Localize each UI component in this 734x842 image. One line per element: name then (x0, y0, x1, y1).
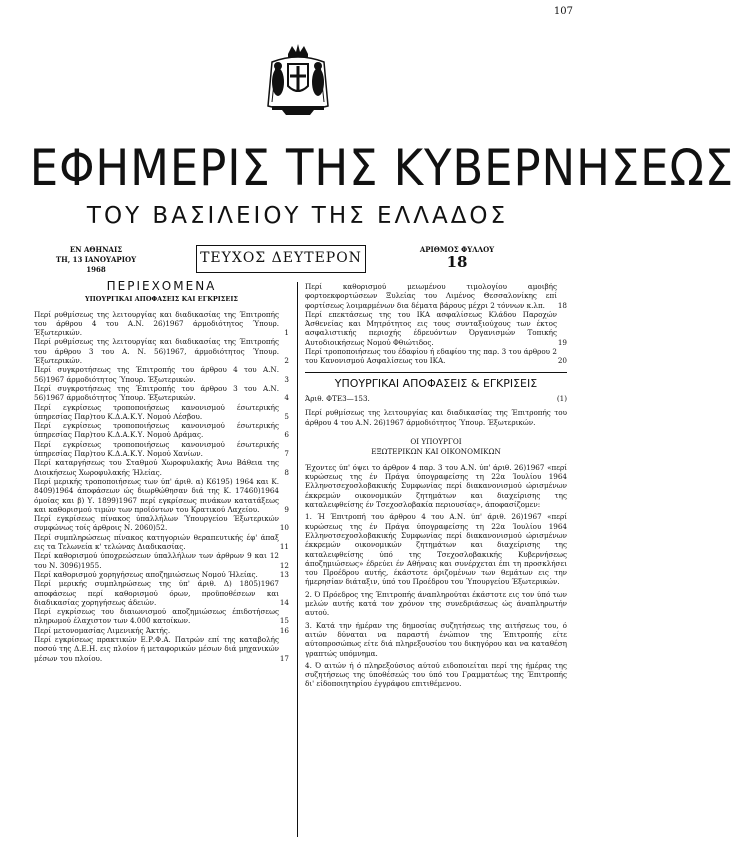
contents-entry-text: Περί μερικής συμπληρώσεως της ύπ' άριθ. Δ) 1805)1967 αποφάσεως περί καθορισμού όρων, προϋποθέσεων και διαδικασίας χορηγήσεως άδειών. (34, 579, 279, 607)
issue-label: ΤΕΥΧΟΣ ΔΕΥΤΕΡΟΝ (200, 250, 362, 266)
contents-entry-page: 15 (279, 616, 289, 626)
contents-entry (34, 579, 289, 607)
contents-entry-page: 1 (284, 328, 289, 338)
contents-entry (34, 337, 289, 365)
decision-paragraph: 2. Ό Πρόεδρος της Έπιτροπής άναπληρούται έκάστοτε εις τον ύπό των μελών αυτής κατά τον χρόνον της συνεδριάσεως ώς άναπληρωτήν αυτού. (305, 589, 567, 618)
contents-entry-text: Περί ρυθμίσεως της λειτουργίας και διαδικασίας της Έπιτροπής του άρθρου 3 του Α. Ν. 56)1967, άρμοδιότητος Ύπουρ. Έξωτερικών. (34, 337, 279, 366)
contents-entry (34, 310, 289, 338)
contents-entry (305, 282, 567, 310)
royal-coat-of-arms-icon (258, 44, 338, 116)
decision-paragraph: 4. Ό αιτών ή ό πληρεξούσιος αύτού ειδοποιείται περί της ήμέρας της συζητήσεως της ύποθέσεώς του ύπό του Γραμματέως της Έπιτροπής δι' είδοποιητηρίου έγγράφου επιτιθέμενου. (305, 660, 567, 689)
contents-entry-text: Περί συγκροτήσεως της Έπιτροπής του άρθρου 4 του Α.Ν. 56)1967 άρμοδιότητος Ύπουρ. Έξωτερικών. (34, 365, 279, 384)
decision-reference (305, 394, 567, 403)
decisions-heading: ΥΠΟΥΡΓΙΚΑΙ ΑΠΟΦΑΣΕΙΣ & ΕΓΚΡΙΣΕΙΣ (334, 376, 538, 390)
decision-body (305, 463, 567, 689)
contents-entry-text: Περί εγκρίσεως τροποποιήσεως κανονισμού έσωτερικής ύπηρεσίας Παρ)του Κ.Δ.Α.Κ.Υ. Νομού Δράμας. (34, 421, 279, 440)
gazette-title: ΕΦΗΜΕΡΙΣ ΤΗΣ ΚΥΒΕΡΝΗΣΕΩΣ (29, 139, 734, 197)
contents-entry-text: Περί εγκρίσεως πίνακος ύπαλλήλων Ύπουργείου Έξωτερικών συμφώνως τοίς άρθροις Ν. 2060)52. (34, 514, 279, 533)
contents-entry-text: Περί επεκτάσεως της του ΙΚΑ ασφαλίσεως Κλάδου Παροχών Άσθενείας και Μητρότητος εις τους συνταξιούχους των έκτος ασφαλιστικής περιοχής έδρευόντων Όργανισμών Τοπικής Αυτοδιοικήσεως Νομού Φθιώτιδος. (305, 309, 557, 347)
contents-entry-text: Περί τροποποιήσεως του έδαφίου ή εδαφίου της παρ. 3 του άρθρου 2 του Κανονισμού Ασφαλίσεως του ΙΚΑ. (305, 347, 557, 366)
contents-entry-page: 12 (279, 560, 289, 570)
contents-entry-text: Περί εγκρίσεως τροποποιήσεως κανονισμού έσωτερικής ύπηρεσίας Παρ)του Κ.Δ.Α.Κ.Υ. Νομού Λέσβου. (34, 402, 279, 421)
contents-entry-text: Περί εγκρίσεως τροποποιήσεως κανονισμού έσωτερικής ύπηρεσίας Παρ)του Κ.Δ.Α.Κ.Υ. Νομού Χανίων. (34, 439, 279, 459)
contents-entry-page: 19 (557, 337, 567, 347)
contents-entry (34, 384, 289, 403)
issue-place-date (46, 245, 146, 275)
contents-entry (34, 458, 289, 477)
contents-entry (305, 347, 567, 366)
contents-entry-page: 18 (557, 300, 567, 310)
contents-entry-page: 17 (279, 653, 289, 663)
contents-entry-text: Περί μετονομασίας Λιμενικής Άκτής. (34, 625, 171, 635)
contents-list-continued (305, 282, 567, 366)
contents-entry-text: Περί καθορισμού ύποχρεώσεων ύπαλλήλων των άρθρων 9 και 12 του Ν. 3096)1955. (34, 551, 279, 570)
contents-entry (34, 403, 289, 422)
page-number: 107 (553, 6, 573, 17)
contents-entry-text: Περί καθορισμού μειωμένου τιμολογίου αμοιβής φορτοεκφορτώσεων Ξυλείας του Λιμένος Θεσσαλονίκης επί φορτίσεως λοιμαρμένων δια δέματα βάρους μέχρι 2 τόννων κ.λπ. (305, 282, 557, 310)
contents-entry (34, 607, 289, 626)
contents-title: ΠΕΡΙΕΧΟΜΕΝΑ (106, 279, 217, 293)
contents-entry-page: 7 (284, 449, 289, 459)
decision-paragraph: 1. Ή Έπιτροπή του άρθρου 4 του Α.Ν. ύπ' άριθ. 26)1967 «περί κυρώσεως της έν Πράγα ύπογραφείσης τη 22α Ίουλίου 1964 Ελληνοτσεχοσλοβακικής Συμφωνίας περί διακανονισμού ώρισμένων έκκρεμών οικονομικών ζητημάτων και διαχείρισης της καταλειφθείσης ύπό της Τσεχοσλοβακικής Κυβερνήσεως άποζημιώσεως» έδρεύει έν Αθήναις και συνέρχεται έπι τη προσκλήσει του Προέδρου αυτής, έκάστοτε όριζομένων των θεμάτων εις την ήμερησίαν διάταξιν, ύπό του Προέδρου του Ύπουργείου Έξωτερικών. (305, 512, 567, 587)
contents-entry-text: Περί εγκρίσεως πρακτικών Ε.Ρ.Φ.Α. Πατρών επί της καταβολής ποσού της Δ.Ε.Η. εις πλοίον ή μεταφορικών μέσων διά μηχανικών μέσων του πλοίου. (34, 634, 279, 663)
contents-entry-text: Περί ρυθμίσεως της λειτουργίας και διαδικασίας της Έπιτροπής του άρθρου 4 του Α.Ν. 26)1967 άρμοδιότητος Ύπουρ. Έξωτερικών. (34, 309, 279, 338)
contents-entry-text: Περί εγκρίσεως του διαιωνισμού αποζημιώσεως έπιδοτήσεως πληρωμού έλαχιστον των 4.000 κατοίκων. (34, 607, 279, 626)
contents-entry-text: Περί συγκροτήσεως της Έπιτροπής του άρθρου 3 του Α.Ν. 56)1967 άρμοδιότητος Ύπουρ. Έξωτερικών. (34, 383, 279, 403)
sheet-number: 18 (446, 253, 468, 271)
sheet-number-block (402, 245, 512, 271)
contents-entry-page: 3 (284, 374, 289, 384)
contents-entry-page: 13 (279, 569, 289, 579)
decision-intro: Περί ρυθμίσεως της λειτουργίας και διαδικασίας της Έπιτροπής του άρθρου 4 του Α.Ν. 26)1967 άρμοδιότητος Ύπουρ. Έξωτερικών. (305, 408, 567, 427)
contents-entry-text: Περί καθορισμού χορηγήσεως αποζημιώσεως Νομού Ήλείας. (34, 569, 258, 579)
contents-subtitle: ΥΠΟΥΡΓΙΚΑΙ ΑΠΟΦΑΣΕΙΣ ΚΑΙ ΕΓΚΡΙΣΕΙΣ (85, 295, 238, 304)
contents-entry-page: 4 (284, 393, 289, 403)
gazette-subtitle: ΤΟΥ ΒΑΣΙΛΕΙΟΥ ΤΗΣ ΕΛΛΑΔΟΣ (86, 203, 509, 229)
sheet-label: ΑΡΙΘΜΟΣ ΦΥΛΛΟΥ (419, 245, 495, 254)
city-label: ΕΝ ΑΘΗΝΑΙΣ (69, 245, 123, 254)
decision-paragraph: Έχοντες ύπ' όψει το άρθρον 4 παρ. 3 του Α.Ν. ύπ' άριθ. 26)1967 «περί κυρώσεως της έν Πράγα ύπογραφείσης τη 22α Ίουλίου 1964 Ελληνοτσεχοσλοβακικής Συμφωνίας περί διακανονισμού ώρισμένων έκκρεμών οικονομικών ζητημάτων και διαχείρισης της καταλειφθείσης έν Τσεχοσλοβακία περιουσίας», άποφασίζομεν: (305, 462, 567, 510)
decision-ref-index: (1) (556, 393, 567, 403)
column-divider (297, 282, 298, 837)
contents-entry-page: 6 (284, 430, 289, 440)
contents-entry-page: 11 (279, 542, 289, 552)
decision-paragraph: 3. Κατά την ήμέραν της δημοσίας συζητήσεως της αιτήσεως του, ό αιτών δύναται να παραστή ένώπιον της Έπιτροπής είτε αύτοπροσώπως είτε διά πληρεξουσίου του δικηγόρου και να καταθέση γραπτώς υπόμνημα. (305, 620, 567, 658)
contents-column (34, 279, 289, 837)
contents-entry (34, 514, 289, 533)
contents-list (34, 310, 289, 663)
contents-entry-page: 2 (284, 356, 289, 366)
contents-entry (34, 635, 289, 663)
contents-entry (34, 421, 289, 440)
contents-entry-text: Περί καταργήσεως του Σταθμού Χωροφυλακής Άνω Βάθεια της Διοικήσεως Χωροφυλακής Ήλείας. (34, 458, 279, 477)
contents-entry (34, 365, 289, 384)
issue-box (196, 245, 366, 273)
contents-entry (34, 533, 289, 552)
decision-ref-number: Άριθ. ΦΤΕ3—153. (305, 393, 370, 403)
contents-entry-page: 16 (279, 625, 289, 635)
contents-entry-page: 10 (279, 523, 289, 533)
contents-entry-page: 5 (284, 411, 289, 421)
contents-entry (34, 477, 289, 514)
contents-entry-page: 8 (284, 467, 289, 477)
contents-entry (305, 310, 567, 347)
contents-entry (34, 440, 289, 459)
contents-entry-page: 14 (279, 597, 289, 607)
ministry-heading: ΟΙ ΥΠΟΥΡΓΟΙ ΕΞΩΤΕΡΙΚΩΝ ΚΑΙ ΟΙΚΟΝΟΜΙΚΩΝ (371, 436, 501, 456)
decisions-column (305, 282, 567, 837)
contents-entry-text: Περί συμπληρώσεως πίνακος κατηγοριών θεραπευτικής έφ' άπαξ εις τα Τελωνεία κ' τελώνας Διαδικασίας. (34, 532, 279, 552)
section-rule (305, 372, 567, 373)
contents-entry (34, 626, 289, 635)
contents-entry-text: Περί μερικής τροποποιήσεως των ύπ' άριθ. α) Κ6195) 1964 και Κ. 8409)1964 άποφάσεων ώς διωρθώθησαν διά της Κ. 17460)1964 όμοίας και β) Υ. 1899)1967 περί εγκρίσεως πινάκων κατατάξεως και καθορισμού τιμών των προϊόντων του Κρατικού Λαχείου. (34, 476, 279, 514)
issue-date: ΤΗ, 13 ΙΑΝΟΥΑΡΙΟΥ 1968 (55, 255, 137, 274)
contents-entry-page: 9 (284, 504, 289, 514)
contents-entry (34, 570, 289, 579)
contents-entry (34, 551, 289, 570)
contents-entry-page: 20 (557, 356, 567, 366)
